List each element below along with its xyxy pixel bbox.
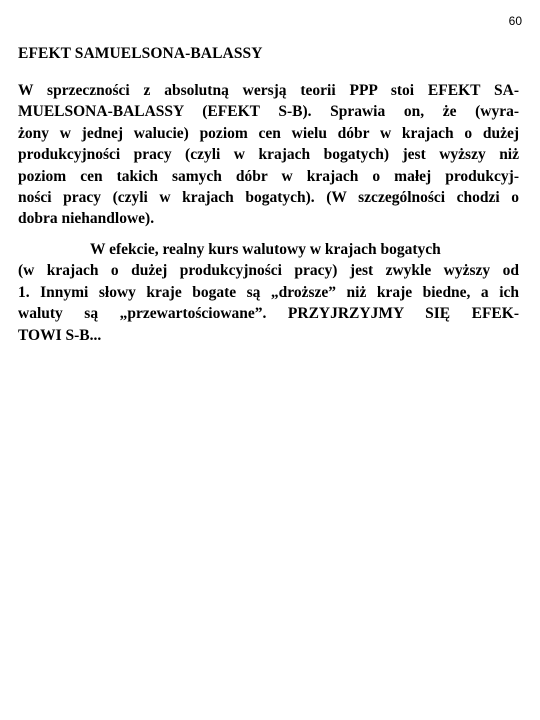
paragraph-line: MUELSONA-BALASSY (EFEKT S-B). Sprawia on, że (wyra-: [18, 103, 519, 121]
paragraph-line: (w krajach o dużej produkcyjności pracy) jest zwykle wyższy od: [18, 262, 519, 280]
paragraph-line: 1. Innymi słowy kraje bogate są „droższe” niż kraje biedne, a ich: [18, 283, 519, 301]
paragraph-line: waluty są „przewartościowane”. PRZYJRZYJMY SIĘ EFEK-: [18, 305, 519, 323]
paragraph-line: poziom cen takich samych dóbr w krajach o małej produkcyj-: [18, 167, 519, 185]
page-number: 60: [508, 14, 522, 28]
paragraph-line: W sprzeczności z absolutną wersją teorii PPP stoi EFEKT SA-: [18, 82, 519, 99]
paragraph-line: żony w jednej walucie) poziom cen wielu dóbr w krajach o dużej: [18, 124, 519, 142]
paragraph-line: dobra niehandlowe).: [18, 210, 155, 228]
paragraph-line: TOWI S-B...: [18, 326, 102, 344]
paragraph-line: produkcyjności pracy (czyli w krajach bogatych) jest wyższy niż: [18, 146, 519, 164]
paragraph-line: ności pracy (czyli w krajach bogatych). (W szczególności chodzi o: [18, 189, 519, 207]
paragraph-2: [18, 239, 519, 346]
paragraph-1: [18, 80, 519, 230]
paragraph-line: W efekcie, realny kurs walutowy w krajach bogatych: [90, 241, 441, 258]
section-heading: EFEKT SAMUELSONA-BALASSY: [18, 45, 263, 62]
